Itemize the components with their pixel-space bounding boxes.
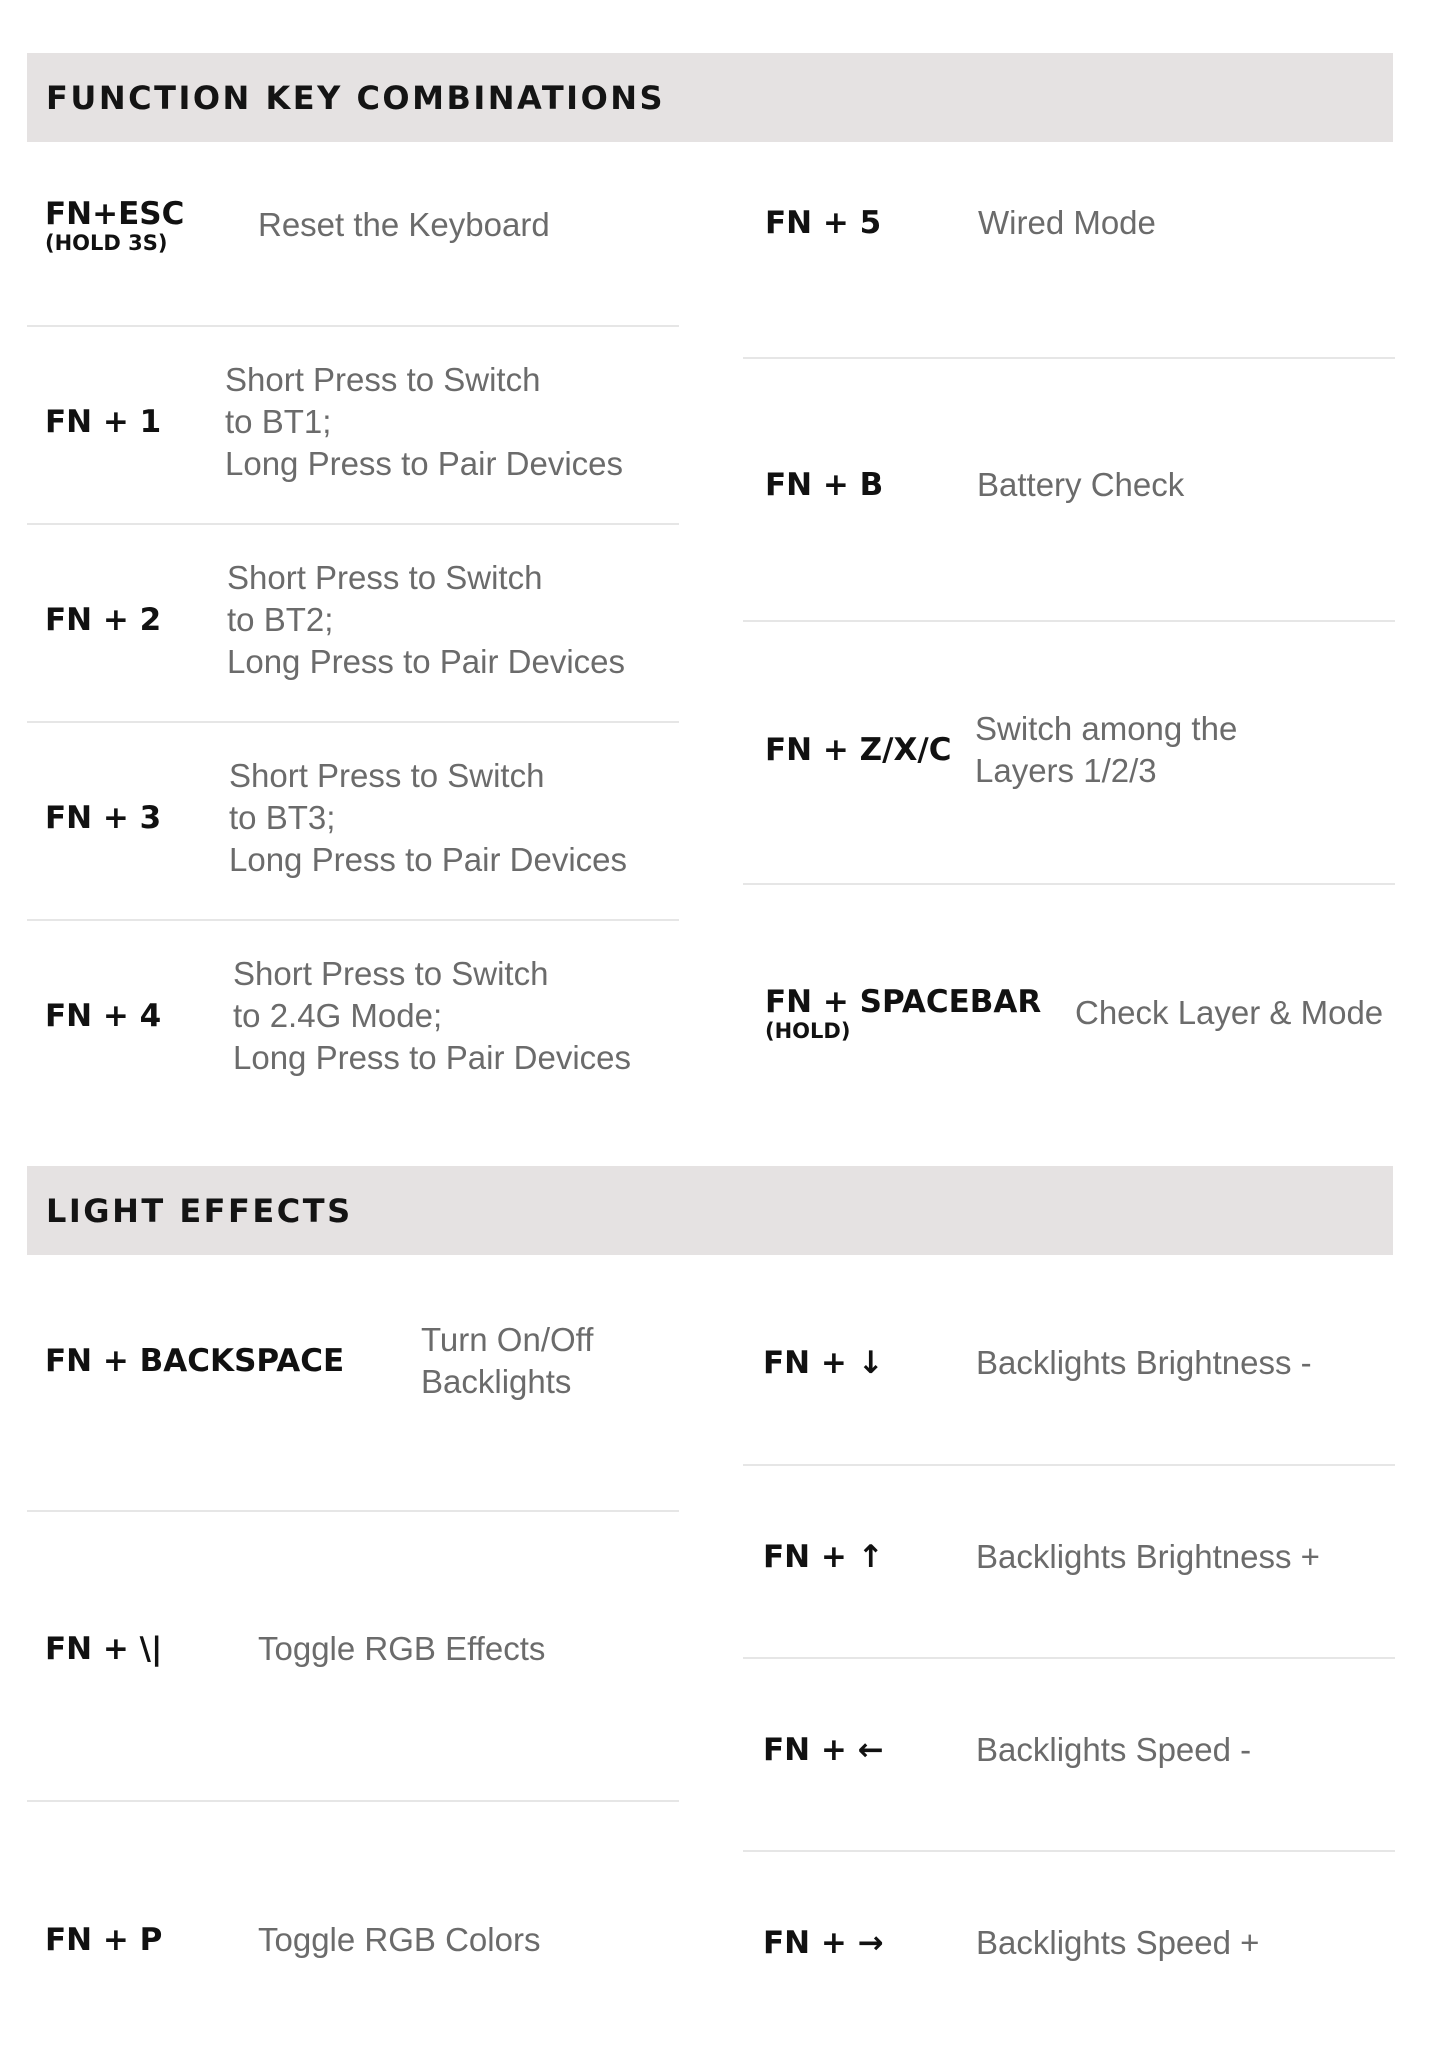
key-label: FN+ESC <box>45 195 185 232</box>
key-hold-note: (HOLD) <box>765 1018 851 1043</box>
description-line: Wired Mode <box>978 204 1156 241</box>
shortcut-description <box>1075 992 1383 1034</box>
shortcut-description <box>976 1536 1320 1578</box>
section-header-light-effects <box>27 1166 1393 1255</box>
shortcut-description <box>258 204 550 246</box>
description-line: Long Press to Pair Devices <box>225 445 624 482</box>
row-divider <box>27 919 679 921</box>
row-divider <box>27 1510 679 1512</box>
description-line: Backlights Brightness - <box>976 1344 1312 1381</box>
shortcut-description <box>233 953 631 1079</box>
description-line: Backlights Speed + <box>976 1924 1260 1961</box>
description-line: Check Layer & Mode <box>1075 994 1384 1031</box>
description-line: Long Press to Pair Devices <box>227 643 626 680</box>
shortcut-row-fn-5 <box>765 190 1156 256</box>
description-line: Switch among the <box>975 710 1238 747</box>
key-label: FN + 3 <box>45 800 162 836</box>
shortcut-description <box>227 557 625 683</box>
row-divider <box>743 1850 1395 1852</box>
description-line: Turn On/Off <box>421 1321 594 1358</box>
shortcut-row-fn-backslash <box>45 1616 545 1682</box>
shortcut-row-fn-4 <box>45 949 631 1083</box>
shortcut-row-fn-right <box>763 1910 1259 1976</box>
key-combo <box>765 984 1075 1043</box>
key-label: FN + ← <box>763 1732 884 1768</box>
row-divider <box>743 1657 1395 1659</box>
description-line: Short Press to Switch <box>225 361 541 398</box>
description-line: Layers 1/2/3 <box>975 752 1157 789</box>
description-line: Toggle RGB Colors <box>258 1921 541 1958</box>
row-divider <box>743 357 1395 359</box>
key-label: FN + ↓ <box>763 1345 884 1381</box>
description-line: Short Press to Switch <box>229 757 545 794</box>
description-line: to 2.4G Mode; <box>233 997 443 1034</box>
description-line: Long Press to Pair Devices <box>233 1039 632 1076</box>
shortcut-row-fn-1 <box>45 355 623 489</box>
description-line: Backlights Speed - <box>976 1731 1252 1768</box>
shortcut-description <box>258 1919 540 1961</box>
shortcut-description <box>976 1729 1251 1771</box>
shortcut-row-fn-zxc <box>765 705 1237 795</box>
shortcut-row-fn-2 <box>45 553 625 687</box>
key-label: FN + B <box>765 467 884 503</box>
shortcut-row-fn-3 <box>45 751 627 885</box>
description-line: to BT1; <box>225 403 332 440</box>
shortcut-description <box>976 1922 1259 1964</box>
description-line: Reset the Keyboard <box>258 206 550 243</box>
row-divider <box>743 620 1395 622</box>
key-label: FN + 4 <box>45 998 162 1034</box>
key-label: FN + 5 <box>765 205 882 241</box>
row-divider <box>743 883 1395 885</box>
description-line: Battery Check <box>977 466 1185 503</box>
description-line: to BT2; <box>227 601 334 638</box>
description-line: Short Press to Switch <box>227 559 543 596</box>
row-divider <box>27 523 679 525</box>
shortcut-row-fn-spacebar <box>765 970 1383 1056</box>
description-line: to BT3; <box>229 799 336 836</box>
key-label: FN + SPACEBAR <box>765 983 1042 1020</box>
shortcut-row-fn-b <box>765 452 1184 518</box>
section-header-function-keys <box>27 53 1393 142</box>
section-title: FUNCTION KEY COMBINATIONS <box>46 78 666 117</box>
section-title: LIGHT EFFECTS <box>46 1191 353 1230</box>
key-combo <box>45 196 258 255</box>
shortcut-row-fn-backspace <box>45 1316 593 1406</box>
key-label: FN + \| <box>45 1631 163 1667</box>
shortcut-description <box>258 1628 545 1670</box>
row-divider <box>27 721 679 723</box>
shortcut-row-fn-p <box>45 1907 540 1973</box>
key-label: FN + ↑ <box>763 1539 884 1575</box>
key-label: FN + P <box>45 1922 163 1958</box>
key-hold-note: (HOLD 3S) <box>45 230 168 255</box>
shortcut-description <box>421 1319 593 1403</box>
key-label: FN + Z/X/C <box>765 732 952 768</box>
description-line: Backlights <box>421 1363 572 1400</box>
description-line: Backlights Brightness + <box>976 1538 1320 1575</box>
row-divider <box>27 325 679 327</box>
row-divider <box>27 1800 679 1802</box>
description-line: Short Press to Switch <box>233 955 549 992</box>
shortcut-row-fn-esc <box>45 180 550 270</box>
row-divider <box>743 1464 1395 1466</box>
description-line: Toggle RGB Effects <box>258 1630 546 1667</box>
shortcut-row-fn-down <box>763 1330 1312 1396</box>
key-label: FN + 1 <box>45 404 162 440</box>
shortcut-description <box>976 1342 1312 1384</box>
shortcut-description <box>229 755 627 881</box>
shortcut-description <box>975 708 1237 792</box>
key-label: FN + BACKSPACE <box>45 1343 345 1379</box>
shortcut-row-fn-left <box>763 1717 1251 1783</box>
shortcut-description <box>977 464 1184 506</box>
shortcut-description <box>978 202 1156 244</box>
key-label: FN + 2 <box>45 602 162 638</box>
key-label: FN + → <box>763 1925 884 1961</box>
shortcut-row-fn-up <box>763 1524 1320 1590</box>
description-line: Long Press to Pair Devices <box>229 841 628 878</box>
shortcut-description <box>225 359 623 485</box>
